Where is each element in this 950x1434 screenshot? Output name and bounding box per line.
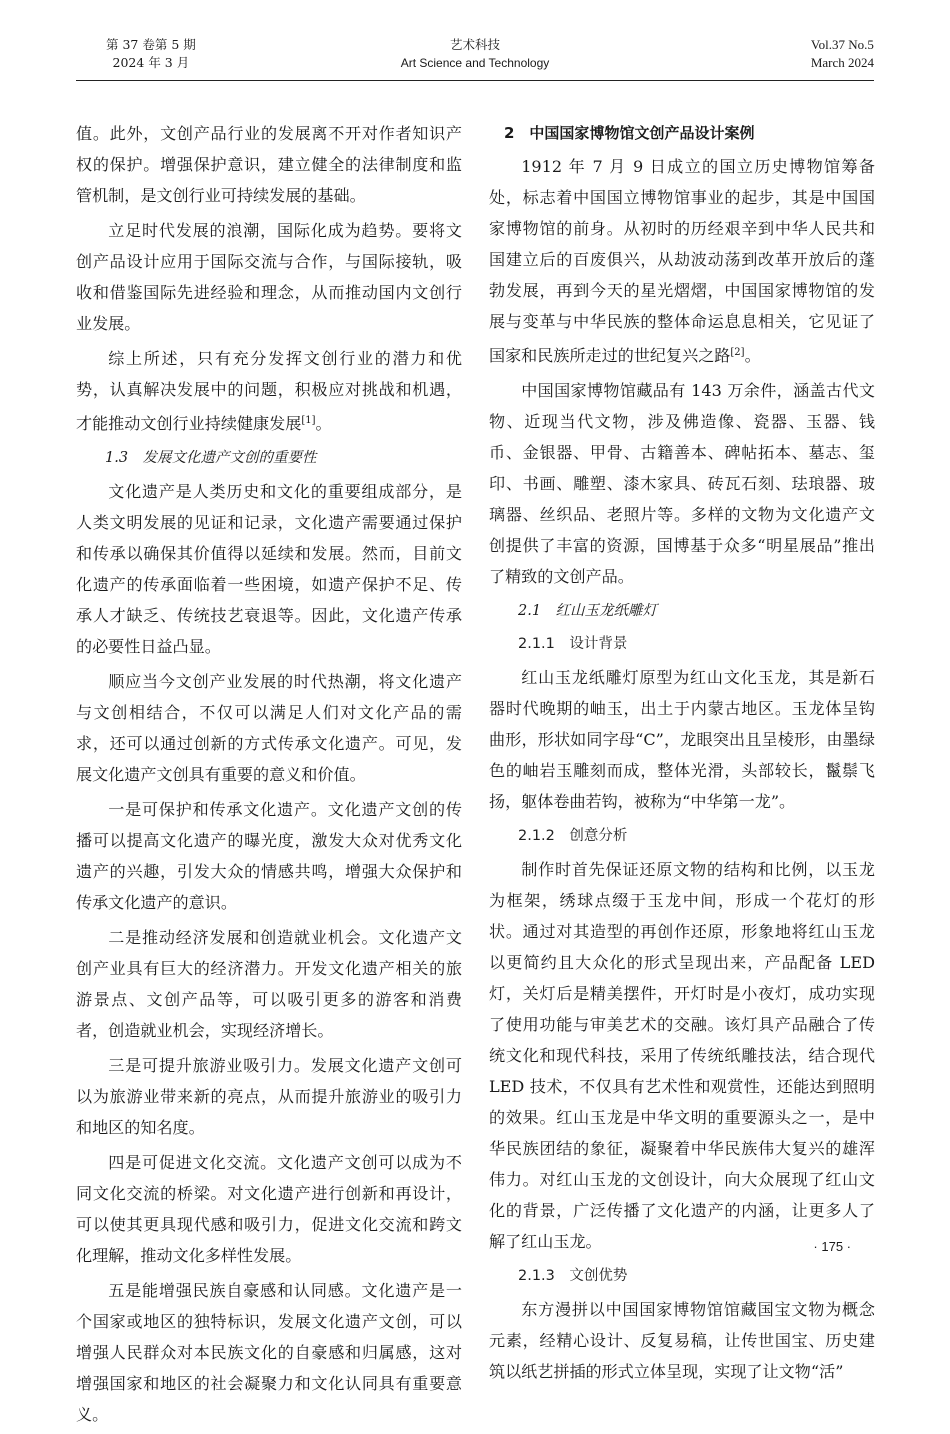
paragraph: 值。此外，文创产品行业的发展离不开对作者知识产权的保护。增强保护意识，建立健全的法律制度和监管机制，是文创行业可持续发展的基础。	[76, 124, 462, 205]
publication-date: 2024 年 3 月	[112, 55, 190, 70]
paragraph-end: 。	[744, 346, 761, 365]
paragraph: 五是能增强民族自豪感和认同感。文化遗产是一个国家或地区的独特标识，发展文化遗产文创，可以增强人民群众对本民族文化的自豪感和归属感，这对增强国家和地区的社会凝聚力和文化认同具有重要意义。	[76, 1281, 462, 1424]
volume-issue: 第 37 卷第 5 期	[106, 37, 196, 52]
right-column	[489, 118, 875, 1391]
section-heading-2-1-3: 2.1.3 文创优势	[518, 1268, 628, 1284]
section-heading-1-3: 1.3 发展文化遗产文创的重要性	[105, 450, 317, 466]
paragraph: 四是可促进文化交流。文化遗产文创可以成为不同文化交流的桥梁。对文化遗产进行创新和再设计，可以使其更具现代感和吸引力，促进文化交流和跨文化理解，推动文化多样性发展。	[76, 1153, 462, 1265]
volume-issue-en: Vol.37 No.5	[810, 37, 874, 52]
paragraph: 三是可提升旅游业吸引力。发展文化遗产文创可以为旅游业带来新的亮点，从而提升旅游业的吸引力和地区的知名度。	[76, 1056, 462, 1137]
paragraph: 一是可保护和传承文化遗产。文化遗产文创的传播可以提高文化遗产的曝光度，激发大众对优秀文化遗产的兴趣，引发大众的情感共鸣，增强大众保护和传承文化遗产的意识。	[76, 800, 462, 912]
paragraph	[489, 151, 875, 371]
section-heading-2-1: 2.1 红山玉龙纸雕灯	[518, 603, 658, 619]
paragraph: 制作时首先保证还原文物的结构和比例，以玉龙为框架，绣球点缀于玉龙中间，形成一个花灯的形状。通过对其造型的再创作还原，形象地将红山玉龙以更简约且大众化的形式呈现出来，产品配备 LED 灯，关灯后是精美摆件，开灯时是小夜灯，成功实现了使用功能与审美艺术的交融。该灯具产品融合了传统文化和现代科技，采用了传统纸雕技法，结合现代 LED 技术，不仅具有艺术性和观赏性，还能达到照明的效果。红山玉龙是中华文明的重要源头之一，是中华民族团结的象征，凝聚着中华民族伟大复兴的雄浑伟力。对红山玉龙的文创设计，向大众展现了红山文化的背景，广泛传播了文化遗产的内涵，让更多人了解了红山玉龙。	[489, 860, 875, 1251]
section-heading-2-1-2: 2.1.2 创意分析	[518, 828, 628, 844]
journal-volume-info-en	[811, 36, 874, 72]
paragraph: 顺应当今文创产业发展的时代热潮，将文化遗产与文创相结合，不仅可以满足人们对文化产品的需求，还可以通过创新的方式传承文化遗产。可见，发展文化遗产文创具有重要的意义和价值。	[76, 672, 462, 784]
citation-ref: [1]	[301, 415, 316, 426]
journal-title-en: Art Science and Technology	[400, 56, 550, 70]
journal-title-cn: 艺术科技	[449, 37, 500, 52]
paragraph: 立足时代发展的浪潮，国际化成为趋势。要将文创产品设计应用于国际交流与合作，与国际接轨，吸收和借鉴国际先进经验和理念，从而推动国内文创行业发展。	[76, 221, 462, 333]
paragraph: 东方漫拼以中国国家博物馆馆藏国宝文物为概念元素，经精心设计、反复易稿，让传世国宝、历史建筑以纸艺拼插的形式立体呈现，实现了让文物“活”	[489, 1300, 875, 1381]
section-heading-2: 2 中国国家博物馆文创产品设计案例	[504, 124, 755, 142]
citation-ref: [2]	[730, 347, 745, 358]
section-heading-2-1-1: 2.1.1 设计背景	[518, 636, 628, 652]
paragraph: 二是推动经济发展和创造就业机会。文化遗产文创产业具有巨大的经济潜力。开发文化遗产相关的旅游景点、文创产品等，可以吸引更多的游客和消费者，创造就业机会，实现经济增长。	[76, 928, 462, 1040]
paragraph-text: 综上所述，只有充分发挥文创行业的潜力和优势，认真解决发展中的问题，积极应对挑战和机遇，才能推动文创行业持续健康发展	[76, 349, 462, 433]
publication-date-en: March 2024	[810, 55, 874, 70]
paragraph: 红山玉龙纸雕灯原型为红山文化玉龙，其是新石器时代晚期的岫玉，出土于内蒙古地区。玉龙体呈钩曲形，形状如同字母“C”，龙眼突出且呈棱形，由墨绿色的岫岩玉雕刻而成，整体光滑，头部较长，鬣鬃飞扬，躯体卷曲若钩，被称为“中华第一龙”。	[489, 668, 875, 811]
journal-title	[76, 36, 874, 72]
page-number: · 175 ·	[813, 1239, 851, 1254]
paragraph: 中国国家博物馆藏品有 143 万余件，涵盖古代文物、近现当代文物，涉及佛造像、瓷器、玉器、钱币、金银器、甲骨、古籍善本、碑帖拓本、墓志、玺印、书画、雕塑、漆木家具、砖瓦石刻、珐琅器、玻璃器、丝织品、老照片等。多样的文物为文化遗产文创提供了丰富的资源，国博基于众多“明星展品”推出了精致的文创产品。	[489, 381, 875, 586]
paragraph	[76, 343, 462, 439]
left-column	[76, 118, 462, 1434]
paragraph: 文化遗产是人类历史和文化的重要组成部分，是人类文明发展的见证和记录，文化遗产需要通过保护和传承以确保其价值得以延续和发展。然而，目前文化遗产的传承面临着一些困境，如遗产保护不足、传承人才缺乏、传统技艺衰退等。因此，文化遗产传承的必要性日益凸显。	[76, 482, 462, 656]
paragraph-end: 。	[315, 414, 332, 433]
page-header	[76, 36, 874, 81]
paragraph-text: 1912 年 7 月 9 日成立的国立历史博物馆筹备处，标志着中国国立博物馆事业的起步，其是中国国家博物馆的前身。从初时的历经艰辛到中华人民共和国建立后的百废俱兴，从劫波动荡到改革开放后的蓬勃发展，再到今天的星光熠熠，中国国家博物馆的发展与变革与中华民族的整体命运息息相关，它见证了国家和民族所走过的世纪复兴之路	[489, 157, 875, 365]
